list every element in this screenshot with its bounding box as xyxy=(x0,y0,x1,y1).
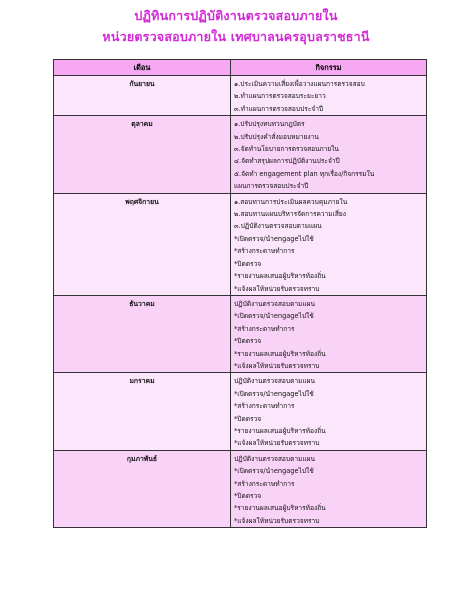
page-title: ปฏิทินการปฏิบัติงานตรวจสอบภายใน xyxy=(134,8,338,23)
activities-cell xyxy=(231,373,427,450)
activity-item: ๓.ทำแผนการตรวจสอบประจำปี xyxy=(234,104,324,113)
activity-item: ปฏิบัติงานตรวจสอบตามแผน xyxy=(234,454,316,463)
month-cell: กันยายน xyxy=(54,76,231,116)
activity-item: *เปิดตรวจ/นำengageไปใช้ xyxy=(234,467,314,476)
page-subtitle: หน่วยตรวจสอบภายใน เทศบาลนครอุบลราชธานี xyxy=(102,29,370,44)
activity-item: *ปิดตรวจ xyxy=(234,259,262,268)
activity-item: *รายงานผลเสนอผู้บริหารท้องถิ่น xyxy=(234,349,326,358)
activity-item: ๒.ปรับปรุงคำสั่งมอบหมายงาน xyxy=(234,132,319,141)
activity-item: *สร้างกระดาษทำการ xyxy=(234,402,295,411)
activities-cell xyxy=(231,76,427,116)
activities-cell xyxy=(231,116,427,193)
activity-item: ๔.จัดทำสรุปผลการปฏิบัติงานประจำปี xyxy=(234,157,340,166)
table-row xyxy=(54,450,427,527)
activity-item: ๒.สอบทานแผนบริหารจัดการความเสี่ยง xyxy=(234,210,347,219)
activity-item: *แจ้งผลให้หน่วยรับตรวจทราบ xyxy=(234,284,320,293)
activity-item: ปฏิบัติงานตรวจสอบตามแผน xyxy=(234,377,316,386)
table-row xyxy=(54,295,427,372)
table-row xyxy=(54,116,427,193)
table-row xyxy=(54,373,427,450)
activity-item: ๒.ทำแผนการตรวจสอบระยะยาว xyxy=(234,92,326,101)
audit-calendar-table xyxy=(53,59,427,528)
activities-cell xyxy=(231,295,427,372)
activity-item: *รายงานผลเสนอผู้บริหารท้องถิ่น xyxy=(234,504,326,513)
activities-cell xyxy=(231,450,427,527)
table-row xyxy=(54,193,427,295)
activity-item: *สร้างกระดาษทำการ xyxy=(234,479,295,488)
activity-item: *รายงานผลเสนอผู้บริหารท้องถิ่น xyxy=(234,426,326,435)
activity-item: *สร้างกระดาษทำการ xyxy=(234,324,295,333)
activities-column-header: กิจกรรม xyxy=(231,60,427,76)
activity-item: ๕.จัดทำ engagement plan ทุกเรื่อง/กิจกรรมใน xyxy=(234,169,375,178)
activity-item: *เปิดตรวจ/นำengageไปใช้ xyxy=(234,389,314,398)
activity-item: *ปิดตรวจ xyxy=(234,414,262,423)
activity-item: ๑.ปรับปรุงทบทวนกฎบัตร xyxy=(234,120,305,129)
activity-item: ๓.จัดทำนโยบายการตรวจสอบภายใน xyxy=(234,145,339,154)
activity-item: ปฏิบัติงานตรวจสอบตามแผน xyxy=(234,299,316,308)
activity-item: *แจ้งผลให้หน่วยรับตรวจทราบ xyxy=(234,516,320,525)
table-row xyxy=(54,76,427,116)
activity-item: *เปิดตรวจ/นำengageไปใช้ xyxy=(234,312,314,321)
activity-item: ๓.ปฏิบัติงานตรวจสอบตามแผน xyxy=(234,222,322,231)
activity-item: *เปิดตรวจ/นำengageไปใช้ xyxy=(234,234,314,243)
table-header-row xyxy=(54,60,427,76)
month-cell: มกราคม xyxy=(54,373,231,450)
month-column-header: เดือน xyxy=(54,60,231,76)
month-cell: ตุลาคม xyxy=(54,116,231,193)
activity-item: ๑.ประเมินความเสี่ยงเพื่อวางแผนการตรวจสอบ xyxy=(234,80,365,88)
activity-item: *รายงานผลเสนอผู้บริหารท้องถิ่น xyxy=(234,272,326,281)
activity-item: *สร้างกระดาษทำการ xyxy=(234,247,295,256)
month-cell: ธันวาคม xyxy=(54,295,231,372)
activity-item: ๑.สอบทานการประเมินผลควบคุมภายใน xyxy=(234,197,348,206)
activity-item: *แจ้งผลให้หน่วยรับตรวจทราบ xyxy=(234,361,320,370)
activity-item: *ปิดตรวจ xyxy=(234,492,262,500)
month-cell: พฤศจิกายน xyxy=(54,193,231,295)
activity-item: แผนการตรวจสอบประจำปี xyxy=(234,182,309,191)
activity-item: *แจ้งผลให้หน่วยรับตรวจทราบ xyxy=(234,439,320,448)
activities-cell xyxy=(231,193,427,295)
activity-item: *ปิดตรวจ xyxy=(234,337,262,346)
month-cell: กุมภาพันธ์ xyxy=(54,450,231,527)
